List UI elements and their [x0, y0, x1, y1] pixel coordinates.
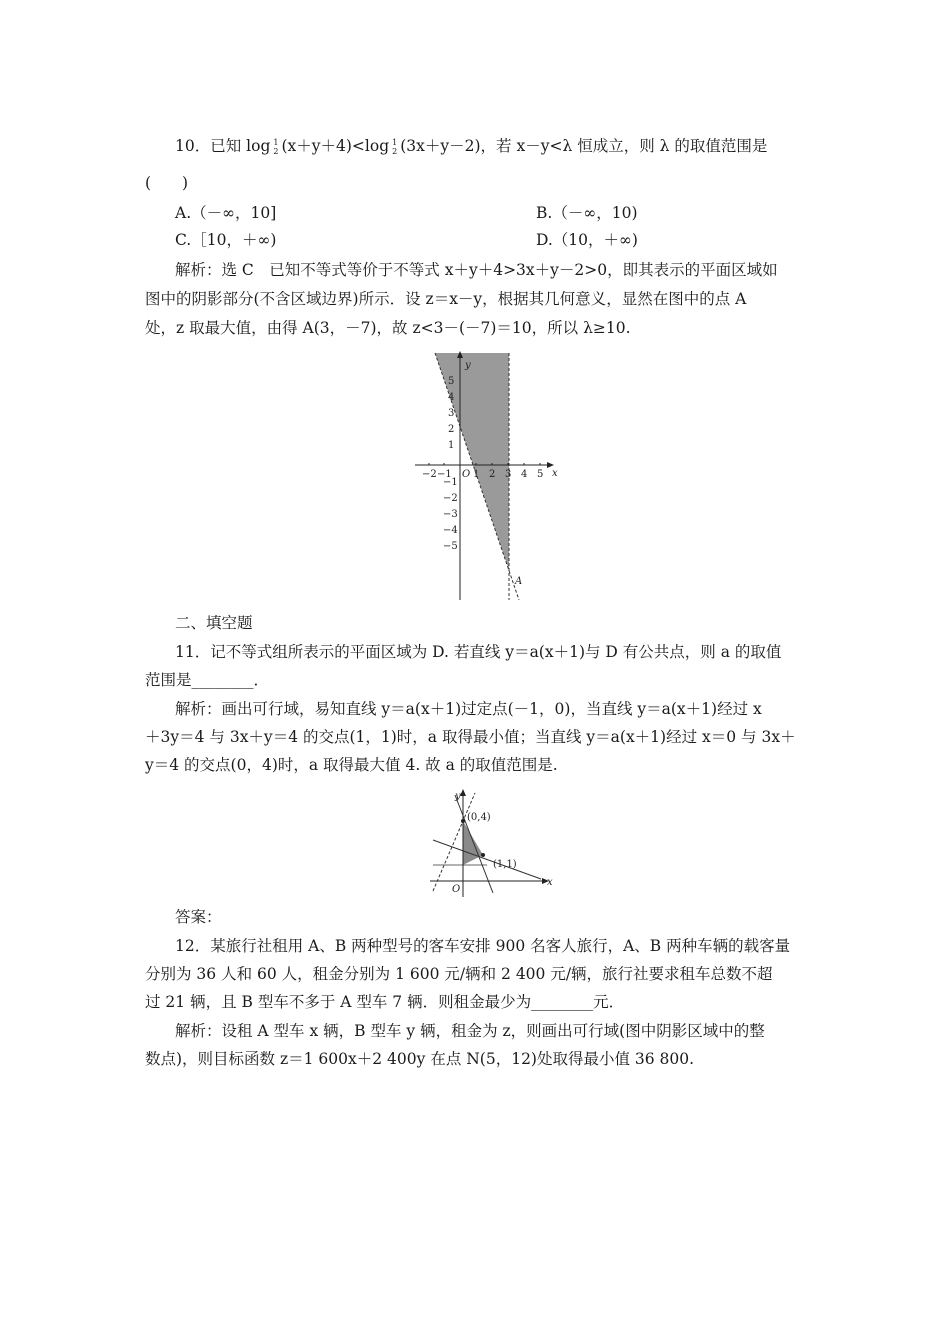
q12-line-3: 过 21 辆，且 B 型车不多于 A 型车 7 辆．则租金最少为________元．: [145, 993, 625, 1011]
q11-y-arrow-icon: [460, 789, 466, 796]
q10-x-tick: 2: [489, 469, 496, 480]
q10-option-b: B.（－∞，10): [536, 204, 638, 222]
q11-solution-line-1: 解析：画出可行域，易知直线 y＝a(x＋1)过定点(－1，0)，当直线 y＝a(x＋1)经过 x: [175, 700, 762, 718]
q10-option-d: D.（10，＋∞): [536, 231, 638, 249]
q10-log-base-2: 1 2: [392, 138, 398, 156]
q11-solution-line-3: y＝4 的交点(0，4)时，a 取得最大值 4. 故 a 的取值范围是.: [145, 756, 558, 774]
q10-y-tick: 1: [448, 440, 455, 451]
q11-point-0-4: [461, 819, 465, 823]
q11-solution-line-2: ＋3y＝4 与 3x＋y＝4 的交点(1，1)时，a 取得最小值；当直线 y＝a(x＋1)经过 x＝0 与 3x＋: [145, 728, 796, 746]
q10-y-tick: −5: [443, 541, 458, 552]
q10-stem: 10．已知 log 1 2 (x＋y＋4)<log 1 2 (3x＋y－2)，若 x－y<λ 恒成立，则 λ 的取值范围是: [175, 137, 768, 156]
q10-log-base-1: 1 2: [273, 138, 279, 156]
q11-point-label-1-1: (1,1): [493, 859, 517, 870]
q10-paren: ( ): [145, 174, 189, 192]
q10-x-tick: 5: [537, 469, 544, 480]
q10-y-tick: 4: [448, 392, 455, 403]
q10-y-tick: −3: [443, 509, 458, 520]
q10-y-axis-label: y: [465, 360, 471, 371]
q10-shaded-region: [435, 353, 512, 570]
q10-y-tick: −4: [443, 525, 458, 536]
q10-graph: [410, 345, 570, 605]
q10-y-tick: −1: [443, 477, 458, 488]
section-2-heading: 二、填空题: [175, 614, 253, 632]
q10-y-tick: −2: [443, 493, 458, 504]
q10-option-c: C.［10，＋∞): [175, 231, 277, 249]
q11-stem-line-1: 11．记不等式组所表示的平面区域为 D. 若直线 y＝a(x＋1)与 D 有公共点，则 a 的取值: [175, 643, 782, 661]
q12-line-2: 分别为 36 人和 60 人，租金分别为 1 600 元/辆和 2 400 元/辆，旅行社要求租车总数不超: [145, 965, 773, 983]
q11-answer: 答案：: [175, 908, 222, 926]
q11-point-label-0-4: (0,4): [467, 812, 491, 823]
q10-solution-line-3: 处，z 取最大值，由得 A(3，－7)，故 z<3－(－7)＝10，所以 λ≥10.: [145, 319, 631, 337]
q11-x-axis-label: x: [547, 877, 553, 888]
q10-solution-line-1: 解析：选 C 已知不等式等价于不等式 x＋y＋4>3x＋y－2>0，即其表示的平面区域如: [175, 261, 778, 279]
q10-x-tick: 1: [473, 469, 480, 480]
q11-line-x-plus-3y: [433, 840, 541, 879]
q11-stem-line-2: 范围是________．: [145, 671, 270, 689]
q11-point-1-1: [481, 853, 485, 857]
q12-solution-line-2: 数点)，则目标函数 z＝1 600x＋2 400y 在点 N(5，12)处取得最小值 36 800.: [145, 1050, 695, 1068]
q10-origin-label: O: [462, 469, 471, 480]
q11-origin-label: O: [452, 884, 461, 895]
q11-line-3x-plus-y: [455, 795, 493, 893]
q10-point-a-label: A: [515, 576, 523, 587]
q12-solution-line-1: 解析：设租 A 型车 x 辆，B 型车 y 辆，租金为 z，则画出可行域(图中阴影区域中的整: [175, 1022, 765, 1040]
q10-y-tick: 2: [448, 424, 455, 435]
q10-y-tick: 3: [448, 408, 455, 419]
q12-line-1: 12．某旅行社租用 A、B 两种型号的客车安排 900 名客人旅行，A、B 两种车辆的载客量: [175, 937, 791, 955]
q10-x-tick: 4: [521, 469, 528, 480]
q10-y-tick: 5: [448, 376, 455, 387]
q10-x-axis-label: x: [552, 468, 558, 479]
q10-x-tick: 3: [505, 469, 512, 480]
q10-x-tick: −2: [422, 469, 437, 480]
q10-option-a: A.（－∞，10]: [175, 204, 277, 222]
q11-y-axis-label: y: [455, 791, 461, 802]
q10-x-tick: −1: [437, 469, 452, 480]
q10-solution-line-2: 图中的阴影部分(不含区域边界)所示．设 z＝x－y，根据其几何意义，显然在图中的点 A: [145, 290, 747, 308]
q11-graph: [425, 785, 565, 900]
